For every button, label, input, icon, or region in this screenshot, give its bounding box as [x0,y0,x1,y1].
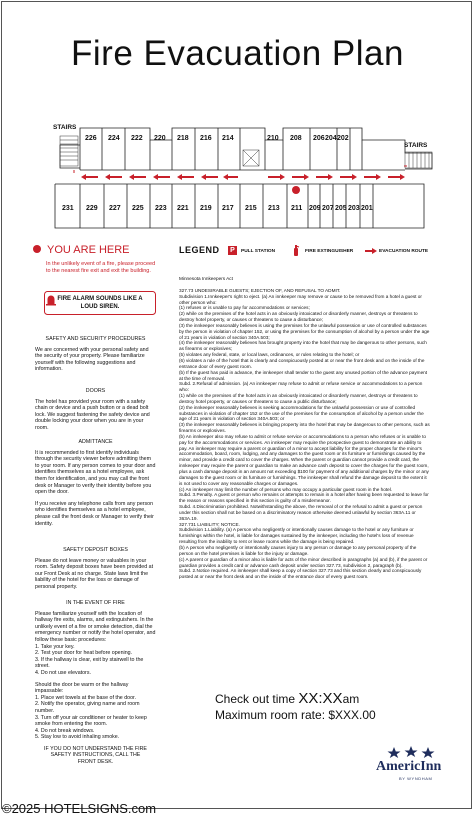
smoke-step: 3. Turn off your air conditioner or heater to keep smoke from entering the room. [35,714,147,728]
closing-note: IF YOU DO NOT UNDERSTAND THE FIRE SAFETY INSTRUCTIONS, CALL THE FRONT DESK. [44,745,147,766]
law-paragraph: (b) An innkeeper also may refuse to admit or refuse service or accommodations to a person who refuses or is unable to pay for the accommodations or services. An innkeeper may require the prospective guest to demonstrate an ability to pay. An innkeeper may require a parent or guardian of a minor to accept liability for the proper charges for the minor's accommodation, board, room, lodging, and any damages to the guest room or its furniture or furnishings caused by the minor, and provide a credit card to cover the charges. When the parent or guardian cannot provide a credit card, the innkeeper may require the parent or guardian to make an advance cash deposit to cover the charges for the guest room, plus a cash damage deposit in an amount not exceeding $100 for payment of any additional charges by the minor or any damages to the guest room or its furniture or furnishings. The innkeeper shall refund the damage deposit to the extent it is not used to cover any reasonable charges or damages. [179,433,429,486]
act-heading: 327.73 UNDESIRABLE GUESTS; EJECTION OF, AND REFUSAL TO ADMIT. [179,287,341,293]
room-number: 220 [154,135,166,142]
safety-heading: SAFETY AND SECURITY PROCEDURES [45,336,146,342]
admittance-text-1: It is recommended to first identify individuals through the security viewer before admitting them to your room. If any person comes to your door and identifies themselves as a hotel employee, ask them for identification, and you may call the front desk or Manager to verify their identity before you open the door. [35,449,156,496]
page-title: Fire Evacuation Plan [71,34,404,73]
room-number: 224 [108,135,120,142]
room-number: 219 [200,205,212,212]
law-paragraph: (6) violates a rule of the hotel that is clearly and conspicuously posted at or near the front desk and on the inside of the entrance door of every guest room. [179,357,425,369]
room-number: 209 [309,205,321,212]
fire-section [35,600,156,766]
law-paragraph: 327.731 LIABILITY; NOTICE. [179,521,240,527]
alarm-bell-icon [46,296,56,306]
room-number: 214 [222,135,234,142]
alarm-notice-text: FIRE ALARM SOUNDS LIKE A LOUD SIREN. [57,296,143,310]
room-number: 231 [62,205,74,212]
innkeepers-act [179,276,431,580]
stairs-left-icon [60,136,78,166]
law-paragraph: (b) If the guest has paid in advance, the innkeeper shall tender to the guest any unused portion of the advance payment at the time of removal. [179,369,428,381]
deposit-heading: SAFETY DEPOSIT BOXES [63,547,128,553]
deposit-section [35,547,156,596]
brand-logo: AmericInn [376,759,442,774]
law-paragraph: Subd. 3.Penalty. A guest or person who remains or attempts to remain in a hotel after having been requested to leave for the reason or reasons specified in this section is guilty of a misdemeanor. [179,492,429,504]
law-paragraph: Subd. 2.Notice required. An innkeeper shall keep a copy of section 327.73 and this section clearly and conspicuously posted at or near the front desk and on the inside of the entrance door of every guest room. [179,568,422,580]
fire-step: 3. If the hallway is clear, exit by stairwell to the street. [35,656,144,670]
smoke-step: 2. Notify the operator, giving name and room number. [35,701,140,714]
legend-pull-station: PULL STATION [241,249,276,254]
law-paragraph: (2) the innkeeper reasonably believes is seeking accommodations for the unlawful possession or use of controlled substances in violation of chapter 152 or the use of the premises for the consumption of alcohol by a person under the age of 21 years in violation of section 340A.503; or [179,404,424,422]
doors-section [35,388,156,437]
safety-section [35,336,156,378]
room-number: 201 [361,205,373,212]
room-number: 227 [109,205,121,212]
checkout-value: XX:XX [298,690,343,707]
room-number: 225 [132,205,144,212]
room-number: 223 [155,205,167,212]
law-paragraph: Subdivision 1.Liability. (a) A person who negligently or intentionally causes damage to the hotel or any furniture or furnishings within the hotel, is liable for damages sustained by the innkeeper, including the hotel's loss of revenue resulting from the inability to rent or lease rooms while the damage is being repaired. [179,527,414,545]
deposit-text: Please do not leave money or valuables in your room. Safety deposit boxes have been provided at our Front Desk at no charge. State laws limit the liability of the hotel for the loss or damage of personal property. [35,557,154,590]
fire-step: 1. Take your key. [35,643,75,650]
location-dot-icon [33,245,41,253]
law-paragraph: (5) violates any federal, state, or local laws, ordinances, or rules relating to the hotel; or [179,352,360,358]
fire-step: 4. Do not use elevators. [35,669,91,676]
law-paragraph: Subdivision 1.Innkeeper's right to eject. (a) An innkeeper may remove or cause to be removed from a hotel a guest or other person who: [179,293,422,305]
stairs-right-label: STAIRS [404,142,428,149]
elevator-icon [243,150,259,166]
room-number: 217 [222,205,234,212]
evacuation-arrows-left [81,174,238,180]
law-paragraph: Subd. 4.Discrimination prohibited. Notwithstanding the above, the removal of or the refusal to admit a guest or person under this section shall not be based on a discriminatory reason otherwise deemed unlawful by section 363A.11 or 363A.19. [179,504,423,521]
doors-text: The hotel has provided your room with a safety chain or device and a push button or a dead bolt lock. We suggest fastening the safety device and double locking your door when you are in your room. [35,398,150,431]
room-number: 203 [348,205,360,212]
safety-text: We are concerned with your personal safety and the security of your property. Please familiarize yourself with the following suggestions and information. [35,346,149,373]
admittance-section [35,439,156,532]
smoke-intro: Should the door be warm or the hallway impassable: [35,681,129,695]
law-paragraph: Subd. 2.Refusal of admission. (a) An innkeeper may refuse to admit or refuse service or accommodations to a person who: [179,381,423,393]
law-paragraph: (b) A person who negligently or intentionally causes injury to any person or damage to any personal property of the person on the hotel premises is liable for the injury or damage. [179,544,417,556]
checkout-time: Check out time XX:XXam [215,690,360,707]
evacuation-arrows-right [268,174,405,180]
evacuation-route-icon [365,248,377,254]
smoke-step: 5. Stay low to avoid inhaling smoke. [35,734,120,741]
legend-extinguisher: FIRE EXTINGUISHER [305,249,354,254]
law-paragraph: (3) the innkeeper reasonably believes is bringing property into the hotel that may be dangerous to other persons, such as firearms or explosives. [179,422,430,434]
room-number: 205 [335,205,347,212]
law-paragraph: (c) A parent or guardian of a minor also is liable for acts of the minor described in paragraphs (a) and (b), if the parent or guardian provides a credit card or advance cash deposit under section 327.73, subdivision 2, paragraph (b). [179,556,428,568]
room-number: 204 [325,135,337,142]
room-number: 202 [337,135,349,142]
room-number: 226 [85,135,97,142]
law-paragraph: (c) An innkeeper may limit the number of persons who may occupy a particular guest room in the hotel. [179,486,393,492]
room-number: 218 [177,135,189,142]
room-number: 229 [86,205,98,212]
floor-plan [0,0,475,240]
fire-step: 2. Test your door for heat before opening. [35,650,133,657]
room-number: 208 [290,135,302,142]
room-number: 210 [267,135,279,142]
brand-subtitle: BY WYNDHAM [399,776,433,781]
room-number: 206 [313,135,325,142]
room-number: 216 [200,135,212,142]
room-number: 222 [131,135,143,142]
room-number: 221 [177,205,189,212]
law-paragraph: (1) refuses or is unable to pay for accommodations or services; [179,305,310,311]
admittance-heading: ADMITTANCE [78,439,113,445]
legend-title: LEGEND [179,245,220,255]
brand-stars-icon [386,746,436,758]
stairs-left-label: STAIRS [53,124,77,131]
extinguisher-icon [292,245,300,256]
you-are-here-note: In the unlikely event of a fire, please proceed to the nearest fire exit and exit the building. [46,261,156,274]
fire-heading: IN THE EVENT OF FIRE [66,600,125,606]
legend-route: EVACUATION ROUTE [379,249,429,254]
room-number: 213 [268,205,280,212]
law-paragraph: (3) the innkeeper reasonably believes is using the premises for the unlawful possession or use of controlled substances by the person in violation of chapter 152, or using the premises for the consumption of alcohol by a person under the age of 21 years in violation of section 340A.503; [179,322,430,340]
room-number: 211 [291,205,303,212]
stairs-right-icon [405,152,432,168]
law-paragraph: (2) while on the premises of the hotel acts in an obviously intoxicated or disorderly manner, destroys or threatens to destroy hotel property, or causes or threatens to cause a disturbance; [179,311,418,323]
fire-intro: Please familiarize yourself with the location of hallway fire exits, alarms, and extinguishers. In the unlikely event of a fire or smoke detection, dial the emergency number or notify the hotel operator, and follow these basic procedures: [35,610,156,643]
pull-station-icon: P [228,246,237,255]
copyright-notice: ©2025 HOTELSIGNS.com [2,801,157,816]
you-are-here-marker [292,186,300,194]
law-paragraph: (1) while on the premises of the hotel acts in an obviously intoxicated or disorderly manner, destroys or threatens to destroy hotel property, or causes or threatens to cause a public disturbance; [179,393,418,404]
max-rate-value: $XXX.00 [328,708,376,722]
smoke-step: 4. Do not break windows. [35,727,95,734]
admittance-text-2: If you receive any telephone calls from any person who identifies themselves as a hotel employee, please call the front desk or Manager to verify their identity. [35,500,154,527]
max-room-rate: Maximum room rate: $XXX.00 [215,708,376,722]
room-number: 215 [245,205,257,212]
you-are-here-label: YOU ARE HERE [33,244,130,256]
smoke-step: 1. Place wet towels at the base of the door. [35,694,136,701]
doors-heading: DOORS [85,388,106,394]
room-number: 207 [322,205,334,212]
law-paragraph: (4) the innkeeper reasonably believes has brought property into the hotel that may be dangerous to other persons, such as firearms or explosives; [179,340,427,352]
act-title: Minnesota Innkeepers Act [179,276,233,281]
